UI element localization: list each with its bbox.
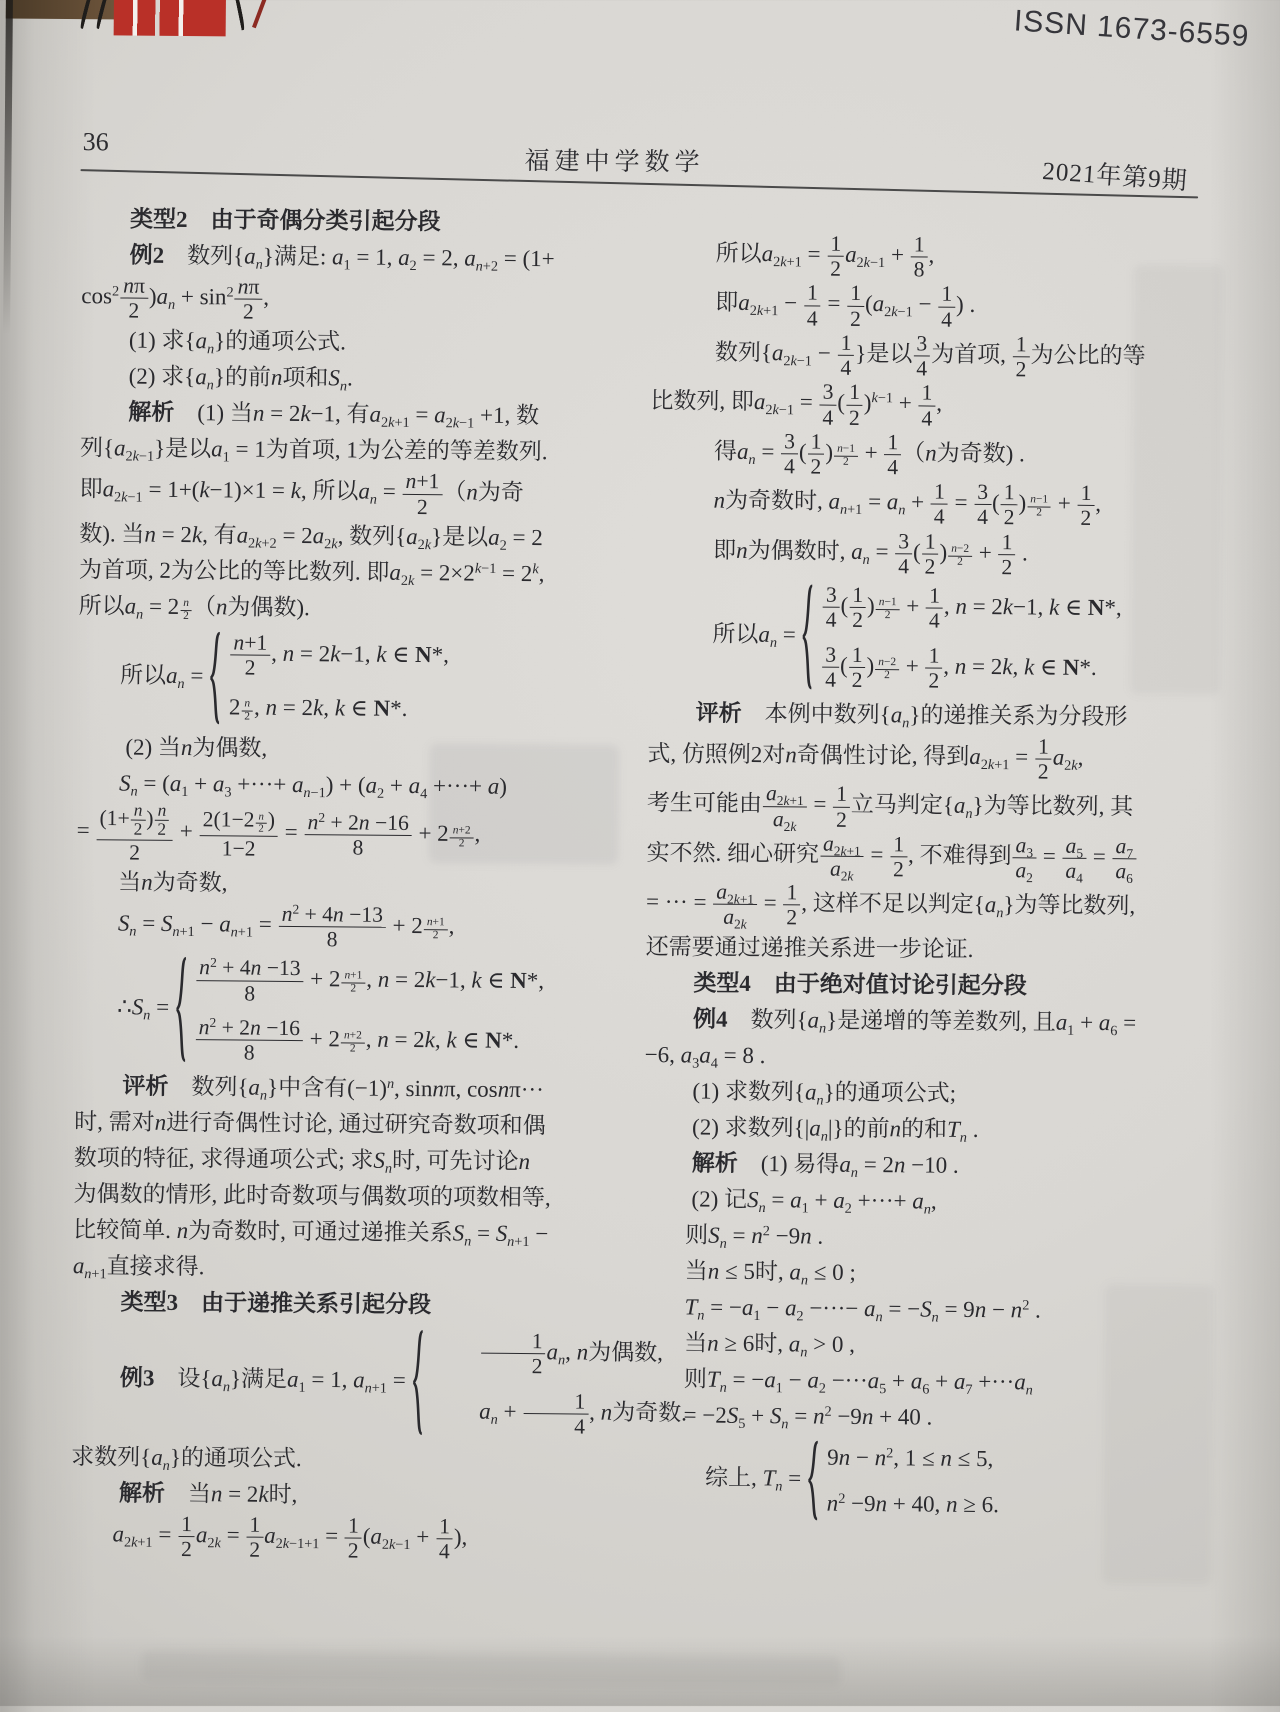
text-line: 得$a_n$ = $\frac{3}{4}$ ( $\frac{1}{2}$ ) $^{\frac{n-1}{2}}$ + $\frac{1}{4}$ （n为奇数) . xyxy=(713,428,1025,480)
text-line: 则$S_n = n^2 -9n$ . xyxy=(685,1222,824,1252)
text-line: −6, $a_3a_4 = 8$ . xyxy=(644,1041,766,1072)
text-line: 所以$a_{2k+1}$ = $\frac{1}{2}$ $a_{2k-1}$ + $\frac{1}{8}$ , xyxy=(715,231,935,282)
text-line: 比数列, 即$a_{2k-1}$ = $\frac{3}{4}$ ( $\frac{1}{2}$ )$^{k-1}$ + $\frac{1}{4}$ , xyxy=(650,379,943,431)
text-line: 类型2 由于奇偶分类引起分段 xyxy=(129,206,441,235)
text-line: 列$\{a_{2k-1}\}$是以$a_1 = 1$为首项, 1为公差的等差数列. xyxy=(79,435,548,466)
text-line: 为首项, 2为公比的等比数列. 即$a_{2k} = 2\times 2^{k-1} = 2^k$, xyxy=(78,556,545,589)
journal-title: 福建中学数学 xyxy=(524,147,705,177)
text-line: 实不然. 细心研究 $\frac{a_{2k+1}}{a_{2k}}$ = $\frac{1}{2}$ , 不难得到 $\frac{a_3}{a_2}$ = $\frac{a_5}{a_4}$ = $\frac{a_7}{a_6}$ xyxy=(646,830,1212,884)
text-line: $S_n = (a_1 + a_3$ +···+ $a_{n-1}) + (a_2 + a_4$ +···+ a) xyxy=(118,770,508,803)
text-line: 当n为奇数, xyxy=(118,869,228,896)
text-line: (2) 求$\{a_n\}$的前n项和$S_n$. xyxy=(128,363,353,395)
text-line: 综上, $T_n$ = $9n - n^2$, 1 ≤ n ≤ 5, $n^2 -9n + 40$, n ≥ 6. xyxy=(641,1433,1208,1530)
text-line: 例2 数列$\{a_n\}$满足: $a_1 = 1$, $a_2 = 2$, $a_{n+2} = (1+$ xyxy=(129,242,555,275)
text-line: 解析 (1) 当n = 2k−1, 有$a_{2k+1} = a_{2k-1} +1$, 数 xyxy=(128,399,540,432)
text-line: 比较简单. n为奇数时, 可通过递推关系$S_n = S_{n+1}$ − xyxy=(73,1217,549,1251)
text-line: $a_{n+1}$直接求得. xyxy=(72,1253,205,1283)
text-line: 时, 需对n进行奇偶性讨论, 通过研究奇数项和偶 xyxy=(74,1109,546,1139)
text-line: 即$a_{2k-1} = 1+(k-1)\times 1 = k$, 所以$a_n$ = $\frac{n+1}{2}$ （n为奇 xyxy=(79,469,524,519)
text-line: 解析 (1) 易得$a_n = 2n -10$ . xyxy=(691,1150,959,1181)
text-line: = (1+ $\frac{n}{2}$ ) $\frac{n}{2}$ 2 + 2(1−2 $^{\frac{n}{2}}$ ) 1−2 = $\frac{n^2 + 2n -16}{8}$ + 2 $^{\frac{n+2}{2}}$ , xyxy=(76,800,481,865)
text-line: = ··· = $\frac{a_{2k+1}}{a_{2k}}$ = $\frac{1}{2}$ , 这样不足以判定$\{a_n\}$为等比数列, xyxy=(645,879,1136,933)
text-line: 评析 数列$\{a_n\}$中含有$(-1)^n$, sinnπ, cosnπ··· xyxy=(122,1073,544,1104)
text-line: 所以$a_n = 2$ $^{\frac{n}{2}}$ （n为偶数). xyxy=(78,592,310,623)
text-line: 式, 仿照例2对n奇偶性讨论, 得到$a_{2k+1}$ = $\frac{1}{2}$ $a_{2k}$, xyxy=(647,734,1084,784)
left-column xyxy=(70,201,688,1565)
text-line: 解析 当n = 2k时, xyxy=(118,1480,298,1508)
logo-fragment xyxy=(6,0,1280,6)
text-line: $T_n = -a_1 - a_2$ −···− $a_n = -S_n = 9n - n^2$ . xyxy=(684,1294,1041,1326)
show-through-artifact xyxy=(141,1651,841,1687)
text-line: 类型4 由于绝对值讨论引起分段 xyxy=(693,970,1027,999)
text-line: 类型3 由于递推关系引起分段 xyxy=(120,1289,432,1318)
text-line: 还需要通过递推关系进一步论证. xyxy=(645,933,974,962)
text-line: 即n为偶数时, $a_n$ = $\frac{3}{4}$ ( $\frac{1}{2}$ ) $^{\frac{n-2}{2}}$ + $\frac{1}{2}$ . xyxy=(713,528,1028,580)
issn-label: ISSN 1673-6559 xyxy=(1012,4,1251,54)
text-line: 例4 数列$\{a_n\}$是递增的等差数列, 且$a_1 + a_6$ = xyxy=(692,1006,1137,1039)
text-line: 当n ≤ 5时, $a_n \le 0$ ; xyxy=(684,1258,856,1289)
text-line: $\cos^2$ $\frac{n\pi}{2}$ )$a_n + \sin^2$ $\frac{n\pi}{2}$ , xyxy=(81,273,270,324)
journal-logo-icon xyxy=(114,0,226,36)
page-shading xyxy=(3,0,13,334)
text-line: $\therefore S_n$ = $\frac{n^2 + 4n -13}{8}$ + 2 $^{\frac{n+1}{2}}$ , n = 2k−1, k ∈ N*, $\frac{n^2 + 2n -16}{8}$ + 2 $^{\frac{n+2}{2}}$ , n = 2k, k ∈ N*. xyxy=(117,955,545,1065)
text-line: 所以$a_n$ = $\frac{3}{4}$ ( $\frac{1}{2}$ ) $^{\frac{n-1}{2}}$ + $\frac{1}{4}$ , n = 2k−1, k ∈ N*, $\frac{3}{4}$ ( $\frac{1}{2}$ ) $^{\frac{n-2}{2}}$ + $\frac{1}{2}$ , n = 2k, k ∈ N*. xyxy=(712,582,1122,693)
text-line: = $-2S_5 + S_n = n^2 -9n + 40$ . xyxy=(683,1402,933,1432)
text-line: 即$a_{2k+1}$ − $\frac{1}{4}$ = $\frac{1}{2}$ ($a_{2k-1}$ − $\frac{1}{4}$ ) . xyxy=(715,280,976,332)
text-line: (2) 当n为偶数, xyxy=(125,734,268,762)
text-line: (1) 求$\{a_n\}$的通项公式. xyxy=(128,327,347,358)
text-line: 所以$a_n$ = $\frac{n+1}{2}$ , n = 2k−1, k ∈ N*, 2 $^{\frac{n}{2}}$ , n = 2k, k ∈ N*. xyxy=(119,630,450,724)
issue-label: 2021年第9期 xyxy=(1041,157,1189,196)
text-line: 数列{$a_{2k-1}$ − $\frac{1}{4}$ }是以 $\frac{3}{4}$ 为首项, $\frac{1}{2}$ 为公比的等 xyxy=(714,330,1146,382)
text-line: $a_{2k+1}$ = $\frac{1}{2}$ $a_{2k}$ = $\frac{1}{2}$ $a_{2k-1+1}$ = $\frac{1}{2}$ ($a_{2k-1}$ + $\frac{1}{4}$ ), xyxy=(112,1512,468,1564)
text-line: 数). 当n = 2k, 有$a_{2k+2} = 2a_{2k}$, 数列$\{a_{2k}\}$是以$a_2 = 2$ xyxy=(79,520,543,554)
text-line: $S_n = S_{n+1} - a_{n+1}$ = $\frac{n^2 + 4n -13}{8}$ + 2 $^{\frac{n+1}{2}}$ , xyxy=(117,901,455,952)
text-line: 为偶数的情形, 此时奇数项与偶数项的项数相等, xyxy=(73,1181,551,1211)
page-number: 36 xyxy=(82,127,109,157)
text-line: 当n ≥ 6时, $a_n > 0$ , xyxy=(684,1330,856,1361)
text-line: n为奇数时, $a_{n+1} = a_n$ + $\frac{1}{4}$ = $\frac{3}{4}$ ( $\frac{1}{2}$ ) $^{\frac{n-1}{2}}$ + $\frac{1}{2}$ , xyxy=(713,479,1102,531)
text-line: (1) 求数列$\{a_n\}$的通项公式; xyxy=(692,1078,957,1109)
logo-stroke-icon xyxy=(234,0,245,30)
text-line: 则$T_n = -a_1 - a_2 -\cdot\cdot\cdot a_5 + a_6 + a_7 +\cdot\cdot\cdot a_n$ xyxy=(683,1366,1033,1399)
text-line: 评析 本例中数列$\{a_n\}$的递推关系为分段形 xyxy=(695,700,1128,732)
text-line: 求数列$\{a_n\}$的通项公式. xyxy=(71,1444,302,1474)
right-column xyxy=(641,230,1218,1530)
text-line: 数项的特征, 求得通项公式; 求$S_n$时, 可先讨论n xyxy=(73,1145,531,1177)
text-line: (2) 求数列$\{|a_n|\}$的前n的和$T_n$ . xyxy=(692,1114,979,1146)
text-line: (2) 记$S_n = a_1 + a_2$ +···+ $a_n$, xyxy=(691,1186,937,1218)
text-line: 例3 设$\{a_n\}$满足$a_1 = 1$, $a_{n+1}$ = $\frac{1}{2}$ $a_n$, n为偶数, $a_n$ + $\frac{1}{4}$ , n为奇数. xyxy=(119,1329,688,1439)
logo-stroke-icon xyxy=(252,0,268,28)
text-line: 考生可能由 $\frac{a_{2k+1}}{a_{2k}}$ = $\frac{1}{2}$ 立马判定$\{a_n\}$为等比数列, 其 xyxy=(646,781,1134,834)
